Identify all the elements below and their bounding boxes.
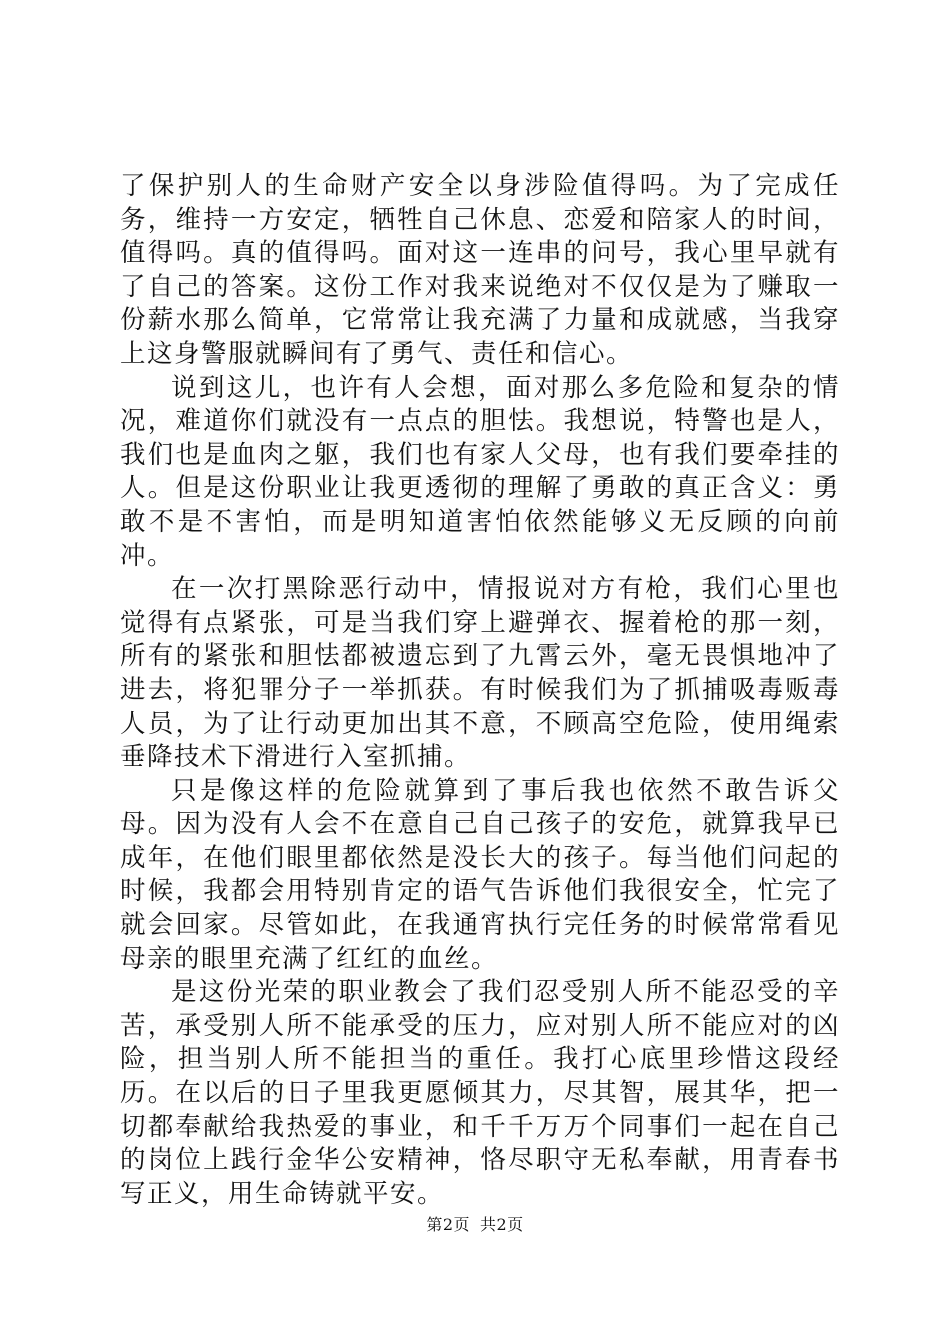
page-footer — [0, 1215, 950, 1235]
paragraph-4: 只是像这样的危险就算到了事后我也依然不敢告诉父母。因为没有人会不在意自己自己孩子的安危，就算我早已成年，在他们眼里都依然是没长大的孩子。每当他们问起的时候，我都会用特别肯定的语气告诉他们我很安全，忙完了就会回家。尽管如此，在我通宵执行完任务的时候常常看见母亲的眼里充满了红红的血丝。 — [120, 775, 840, 974]
paragraph-5: 是这份光荣的职业教会了我们忍受别人所不能忍受的辛苦，承受别人所不能承受的压力，应对别人所不能应对的凶险，担当别人所不能担当的重任。我打心底里珍惜这段经历。在以后的日子里我更愿倾其力，尽其智，展其华，把一切都奉献给我热爱的事业，和千千万万个同事们一起在自己的岗位上践行金华公安精神，恪尽职守无私奉献，用青春书写正义，用生命铸就平安。 — [120, 977, 840, 1209]
page-number: 第2页 — [426, 1215, 470, 1234]
document-body — [120, 170, 840, 1211]
paragraph-1: 了保护别人的生命财产安全以身涉险值得吗。为了完成任务，维持一方安定，牺牲自己休息、恋爱和陪家人的时间，值得吗。真的值得吗。面对这一连串的问号，我心里早就有了自己的答案。这份工作对我来说绝对不仅仅是为了赚取一份薪水那么简单，它常常让我充满了力量和成就感，当我穿上这身警服就瞬间有了勇气、责任和信心。 — [120, 171, 840, 369]
paragraph-3: 在一次打黑除恶行动中，情报说对方有枪，我们心里也觉得有点紧张，可是当我们穿上避弹衣、握着枪的那一刻，所有的紧张和胆怯都被遗忘到了九霄云外，毫无畏惧地冲了进去，将犯罪分子一举抓获。有时候我们为了抓捕吸毒贩毒人员，为了让行动更加出其不意，不顾高空危险，使用绳索垂降技术下滑进行入室抓捕。 — [120, 574, 840, 773]
page-total: 共2页 — [480, 1215, 524, 1234]
paragraph-2: 说到这儿，也许有人会想，面对那么多危险和复杂的情况，难道你们就没有一点点的胆怯。我想说，特警也是人，我们也是血肉之躯，我们也有家人父母，也有我们要牵挂的人。但是这份职业让我更透彻的理解了勇敢的真正含义：勇敢不是不害怕，而是明知道害怕依然能够义无反顾的向前冲。 — [120, 372, 840, 571]
